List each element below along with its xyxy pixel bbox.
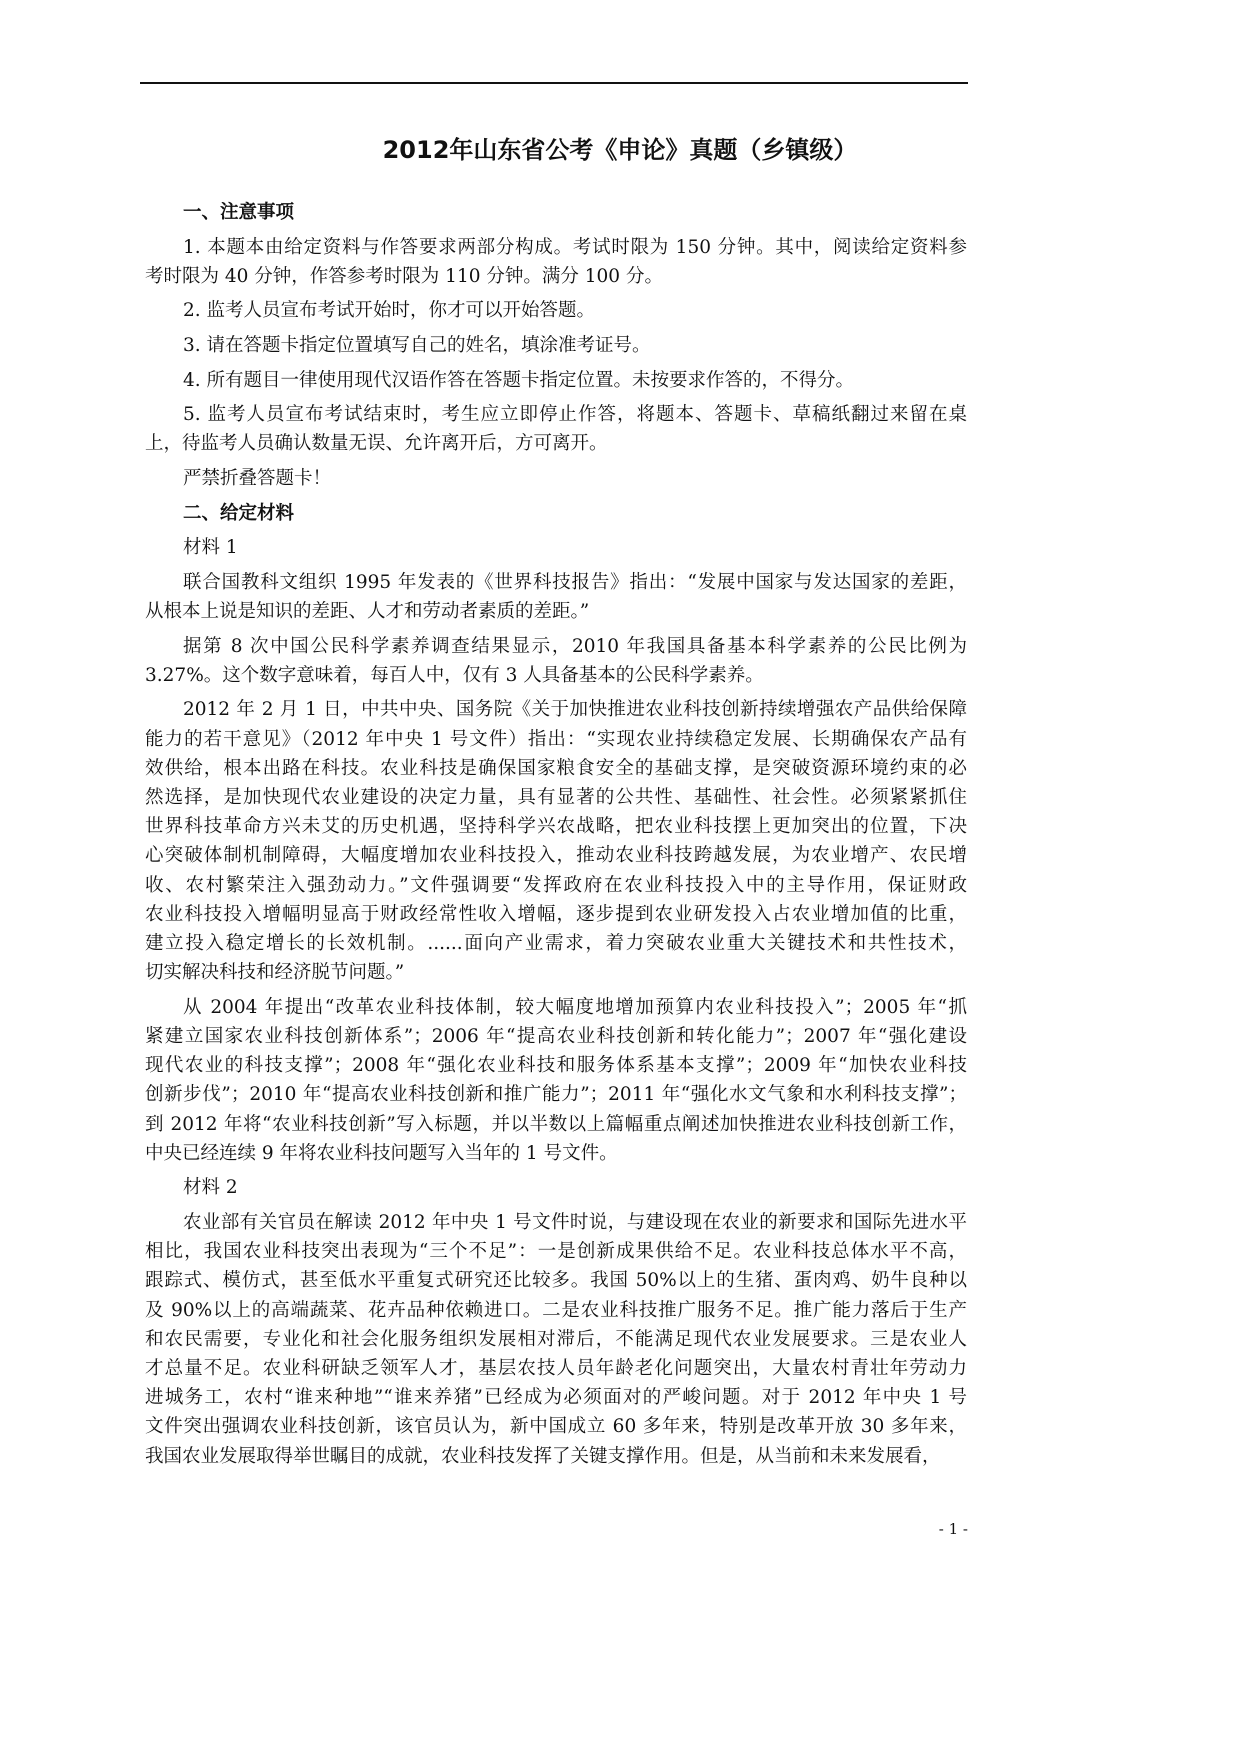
paragraph-line: 1. 本题本由给定资料与作答要求两部分构成。考试时限为 150 分钟。其中，阅读给定资料参 [183,236,967,258]
paragraph-line: 能力的若干意见》（2012 年中央 1 号文件）指出：“实现农业持续稳定发展、长期确保农产品有 [145,728,967,750]
paragraph-line: 紧建立国家农业科技创新体系”；2006 年“提高农业科技创新和转化能力”；2007 年“强化建设 [145,1026,967,1047]
paragraph-line: 然选择，是加快现代农业建设的决定力量，具有显著的公共性、基础性、社会性。必须紧紧抓住 [145,787,967,808]
paragraph-line: 和农民需要，专业化和社会化服务组织发展相对滞后，不能满足现代农业发展要求。三是农业人 [145,1328,967,1350]
paragraph-line: 建立投入稳定增长的长效机制。......面向产业需求，着力突破农业重大关键技术和共性技术， [145,933,967,954]
paragraph-line: 相比，我国农业科技突出表现为“三个不足”：一是创新成果供给不足。农业科技总体水平不高， [145,1241,967,1263]
paragraph-line: 世界科技革命方兴未艾的历史机遇，坚持科学兴农战略，把农业科技摆上更加突出的位置，下决 [145,816,967,838]
paragraph-line: 现代农业的科技支撑”；2008 年“强化农业科技和服务体系基本支撑”；2009 年“加快农业科技 [145,1055,967,1077]
paragraph-line: 切实解决科技和经济脱节问题。” [145,962,405,984]
paragraph-line: 文件突出强调农业科技创新，该官员认为，新中国成立 60 多年来，特别是改革开放 30 多年来， [145,1416,967,1438]
paragraph-line: 联合国教科文组织 1995 年发表的《世界科技报告》指出：“发展中国家与发达国家的差距， [183,571,967,593]
paragraph-line: 农业部有关官员在解读 2012 年中央 1 号文件时说，与建设现在农业的新要求和国际先进水平 [183,1212,967,1233]
paragraph-line: 到 2012 年将“农业科技创新”写入标题，并以半数以上篇幅重点阐述加快推进农业科技创新工作， [145,1113,967,1135]
paragraph-line: 3.27%。这个数字意味着，每百人中，仅有 3 人具备基本的公民科学素养。 [145,664,764,686]
section-heading: 一、注意事项 [183,202,295,223]
paragraph-line: 据第 8 次中国公民科学素养调查结果显示，2010 年我国具备基本科学素养的公民比例为 [183,635,967,657]
paragraph-line: 心突破体制机制障碍，大幅度增加农业科技投入，推动农业科技跨越发展，为农业增产、农民增 [145,845,967,867]
paragraph-line: 5. 监考人员宣布考试结束时，考生应立即停止作答，将题本、答题卡、草稿纸翻过来留在桌 [183,404,967,426]
header-rule [140,82,968,84]
paragraph-line: 跟踪式、模仿式，甚至低水平重复式研究还比较多。我国 50%以上的生猪、蛋肉鸡、奶牛良种以 [145,1270,967,1292]
paragraph-line: 创新步伐”；2010 年“提高农业科技创新和推广能力”；2011 年“强化水文气象和水利科技支撑”； [145,1084,967,1106]
paragraph-line: 进城务工，农村“谁来种地”“谁来养猪”已经成为必须面对的严峻问题。对于 2012 年中央 1 号 [145,1387,967,1409]
paragraph-line: 从根本上说是知识的差距、人才和劳动者素质的差距。” [145,601,590,622]
paragraph-line: 农业科技投入增幅明显高于财政经常性收入增幅，逐步提到农业研发投入占农业增加值的比重， [145,903,967,925]
paragraph-line: 效供给，根本出路在科技。农业科技是确保国家粮食安全的基础支撑，是突破资源环境约束的必 [145,757,967,779]
paragraph-line: 收、农村繁荣注入强劲动力。”文件强调要“发挥政府在农业科技投入中的主导作用，保证财政 [145,874,967,896]
paragraph-line: 及 90%以上的高端蔬菜、花卉品种依赖进口。二是农业科技推广服务不足。推广能力落后于生产 [145,1299,967,1321]
paragraph-line: 3. 请在答题卡指定位置填写自己的姓名，填涂准考证号。 [183,335,651,356]
paragraph-line: 材料 1 [183,537,238,559]
paragraph-line: 才总量不足。农业科研缺乏领军人才，基层农技人员年龄老化问题突出，大量农村青壮年劳动力 [145,1358,967,1379]
paragraph-line: 我国农业发展取得举世瞩目的成就，农业科技发挥了关键支撑作用。但是，从当前和未来发展看， [145,1445,941,1467]
paragraph-line: 4. 所有题目一律使用现代汉语作答在答题卡指定位置。未按要求作答的，不得分。 [183,369,855,391]
paragraph-line: 2. 监考人员宣布考试开始时，你才可以开始答题。 [183,300,596,322]
paragraph-line: 考时限为 40 分钟，作答参考时限为 110 分钟。满分 100 分。 [145,265,663,287]
document-title: 2012年山东省公考《申论》真题（乡镇级） [382,136,858,164]
paragraph-line: 严禁折叠答题卡！ [183,468,332,489]
page-number: - 1 - [938,1520,968,1538]
paragraph-line: 从 2004 年提出“改革农业科技体制，较大幅度地增加预算内农业科技投入”；2005 年“抓 [183,996,967,1018]
section-heading: 二、给定材料 [183,502,295,524]
paragraph-line: 2012 年 2 月 1 日，中共中央、国务院《关于加快推进农业科技创新持续增强农产品供给保障 [183,699,967,721]
paragraph-line: 上，待监考人员确认数量无误、允许离开后，方可离开。 [145,433,608,455]
paragraph-line: 中央已经连续 9 年将农业科技问题写入当年的 1 号文件。 [145,1142,618,1164]
paragraph-line: 材料 2 [183,1177,238,1199]
